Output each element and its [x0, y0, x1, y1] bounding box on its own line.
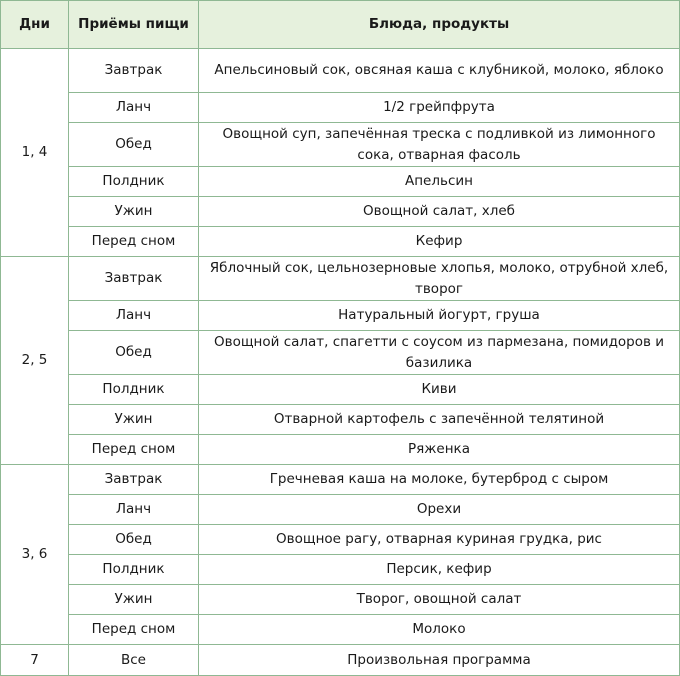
- food-cell: Натуральный йогурт, груша: [199, 301, 680, 331]
- food-cell: Произвольная программа: [199, 645, 680, 676]
- table-row: [1, 331, 680, 375]
- meal-cell: Перед сном: [69, 615, 199, 645]
- meal-cell: Обед: [69, 525, 199, 555]
- table-row: [1, 257, 680, 301]
- food-cell: Апельсин: [199, 167, 680, 197]
- meal-cell: Перед сном: [69, 435, 199, 465]
- meal-cell: Ланч: [69, 93, 199, 123]
- table-row: [1, 227, 680, 257]
- meal-cell: Обед: [69, 331, 199, 375]
- food-cell: Орехи: [199, 495, 680, 525]
- table-row: [1, 123, 680, 167]
- food-cell: Отварной картофель с запечённой телятиной: [199, 405, 680, 435]
- meal-cell: Ужин: [69, 585, 199, 615]
- meal-cell: Полдник: [69, 555, 199, 585]
- food-cell: Овощной суп, запечённая треска с подливкой из лимонного сока, отварная фасоль: [199, 123, 680, 167]
- day-cell: 1, 4: [1, 49, 69, 257]
- table-row: [1, 375, 680, 405]
- meal-cell: Ланч: [69, 495, 199, 525]
- food-cell: Гречневая каша на молоке, бутерброд с сыром: [199, 465, 680, 495]
- food-cell: Яблочный сок, цельнозерновые хлопья, молоко, отрубной хлеб, творог: [199, 257, 680, 301]
- table-row: [1, 435, 680, 465]
- food-cell: Молоко: [199, 615, 680, 645]
- food-cell: Ряженка: [199, 435, 680, 465]
- table-row: [1, 93, 680, 123]
- table-row: [1, 555, 680, 585]
- food-cell: Персик, кефир: [199, 555, 680, 585]
- food-cell: Творог, овощной салат: [199, 585, 680, 615]
- meal-cell: Завтрак: [69, 257, 199, 301]
- table-row: [1, 615, 680, 645]
- table-row: [1, 405, 680, 435]
- day-cell: 2, 5: [1, 257, 69, 465]
- meal-cell: Завтрак: [69, 49, 199, 93]
- meal-cell: Обед: [69, 123, 199, 167]
- food-cell: Кефир: [199, 227, 680, 257]
- meal-cell: Ланч: [69, 301, 199, 331]
- food-cell: Апельсиновый сок, овсяная каша с клубникой, молоко, яблоко: [199, 49, 680, 93]
- table-row: [1, 525, 680, 555]
- header-row: [1, 1, 680, 49]
- table-row: [1, 645, 680, 676]
- table-row: [1, 49, 680, 93]
- table-row: [1, 197, 680, 227]
- food-cell: Овощной салат, спагетти с соусом из пармезана, помидоров и базилика: [199, 331, 680, 375]
- table-row: [1, 495, 680, 525]
- header-dishes: Блюда, продукты: [199, 1, 680, 49]
- meal-cell: Ужин: [69, 405, 199, 435]
- table-row: [1, 167, 680, 197]
- header-days: Дни: [1, 1, 69, 49]
- meal-cell: Полдник: [69, 375, 199, 405]
- food-cell: Киви: [199, 375, 680, 405]
- food-cell: Овощной салат, хлеб: [199, 197, 680, 227]
- meal-cell: Полдник: [69, 167, 199, 197]
- food-cell: Овощное рагу, отварная куриная грудка, рис: [199, 525, 680, 555]
- meal-cell: Ужин: [69, 197, 199, 227]
- header-meals: Приёмы пищи: [69, 1, 199, 49]
- meal-cell: Завтрак: [69, 465, 199, 495]
- meal-cell: Все: [69, 645, 199, 676]
- table-row: [1, 465, 680, 495]
- day-cell: 7: [1, 645, 69, 676]
- table-row: [1, 585, 680, 615]
- meal-cell: Перед сном: [69, 227, 199, 257]
- food-cell: 1/2 грейпфрута: [199, 93, 680, 123]
- day-cell: 3, 6: [1, 465, 69, 645]
- table-row: [1, 301, 680, 331]
